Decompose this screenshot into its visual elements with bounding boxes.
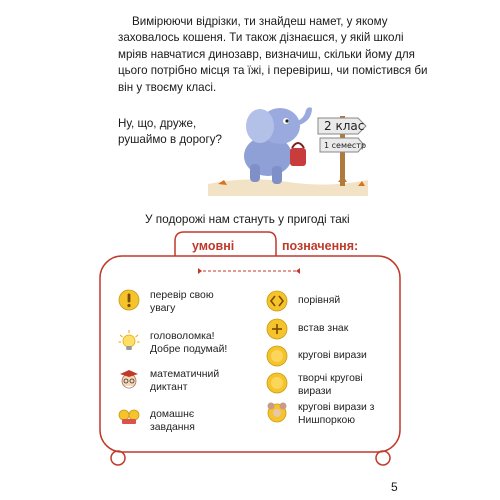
legend-label: порівняй xyxy=(298,295,341,306)
insert-sign-icon xyxy=(266,318,288,340)
legend-title-left: умовні xyxy=(192,239,235,253)
legend-label: встав знак xyxy=(298,323,349,334)
subtitle: У подорожі нам стануть у пригоді такі xyxy=(145,212,350,226)
legend-label: кругові вирази з Нишпоркою xyxy=(298,402,375,426)
legend-item-compare xyxy=(266,290,378,312)
question-text: Ну, що, друже, рушаймо в дорогу? xyxy=(118,117,222,147)
sign-top-label: 2 клас xyxy=(324,119,365,133)
sign-bottom-label: 1 семестр xyxy=(324,141,367,150)
legend-item-attention xyxy=(118,289,220,315)
legend-label: головоломка! Добре подумай! xyxy=(150,331,228,355)
legend-item-circle-expressions xyxy=(266,345,388,367)
legend-item-puzzle xyxy=(118,330,232,356)
intro-paragraph: Вимірюючи відрізки, ти знайдеш намет, у якому заховалось кошеня. Ти також дізнаєшся, у якій школі мріяв навчатися динозавр, визначиш, скільки йому для цього потрібно місця та їжі, і перевіриш, чи помістився би він у твоєму класі. xyxy=(118,15,428,94)
legend-item-creative-expressions xyxy=(266,372,378,398)
mouse-expressions-icon xyxy=(266,401,288,423)
legend-item-dictation xyxy=(118,368,220,394)
circle-expressions-icon xyxy=(266,345,288,367)
creative-expressions-icon xyxy=(266,372,288,394)
legend-title-right: позначення: xyxy=(282,239,359,253)
legend-item-homework xyxy=(118,404,240,434)
compare-icon xyxy=(266,290,288,312)
legend-label: математичний диктант xyxy=(150,369,220,393)
page-number: 5 xyxy=(391,480,398,494)
legend-label: домашнє завдання xyxy=(150,409,195,433)
legend-label: творчі кругові вирази xyxy=(298,373,363,397)
homework-hands-icon xyxy=(118,404,140,426)
lightbulb-icon xyxy=(118,330,140,352)
professor-icon xyxy=(118,368,140,390)
legend-label: кругові вирази xyxy=(298,350,367,361)
legend-item-insert-sign xyxy=(266,318,378,340)
legend-item-mouse-expressions xyxy=(266,401,386,427)
exclamation-icon xyxy=(118,289,140,311)
legend-label: перевір свою увагу xyxy=(150,290,214,314)
